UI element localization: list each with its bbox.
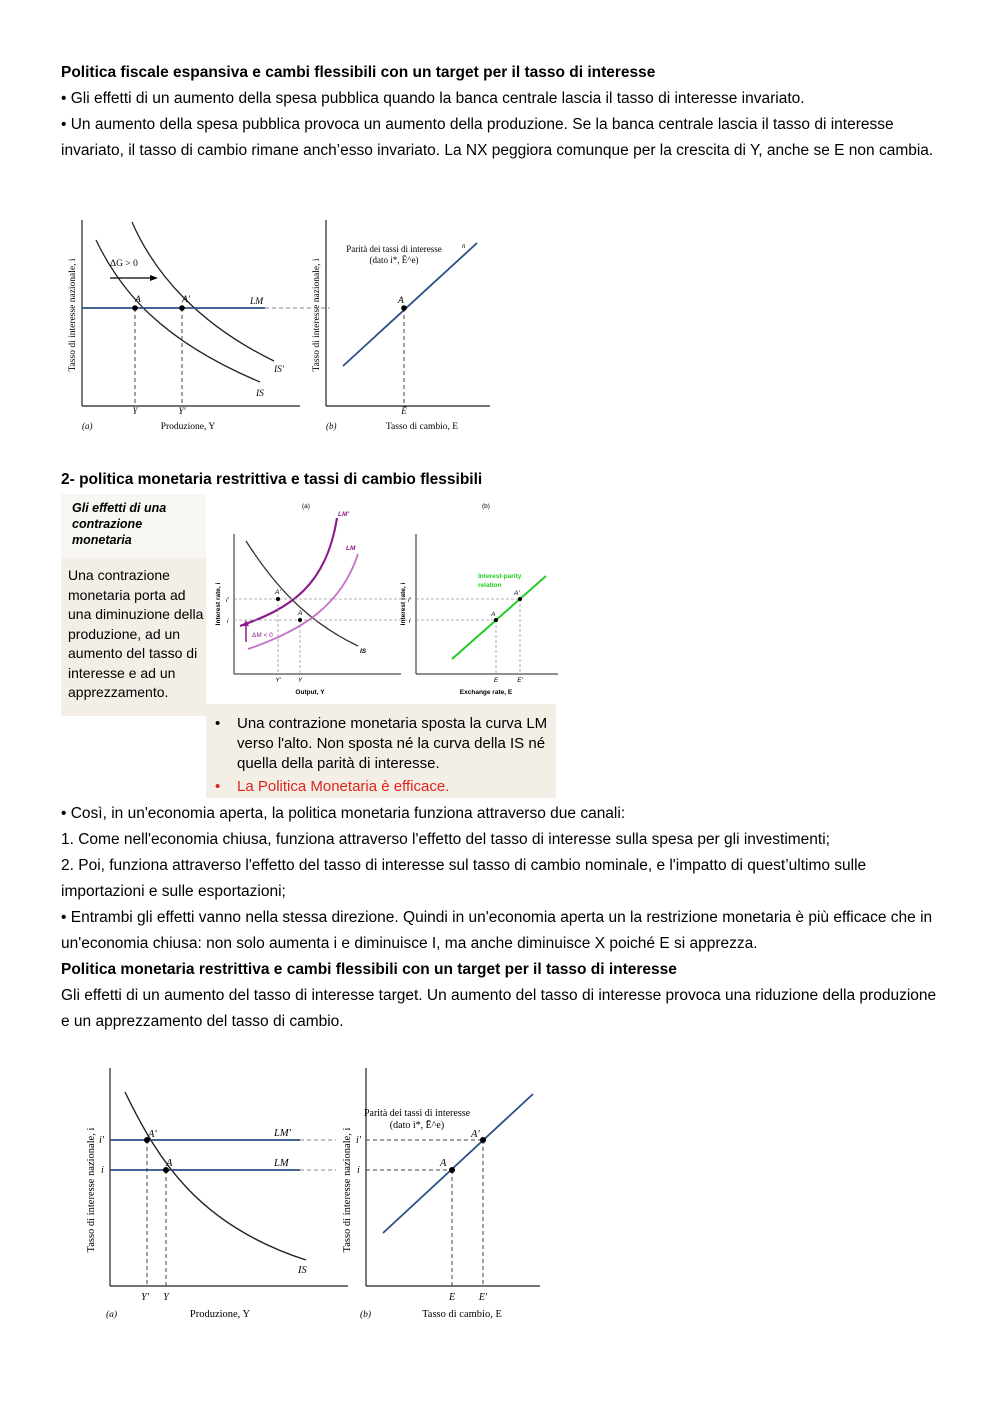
fig2a-tick-y2: Y' <box>275 677 281 684</box>
fig1a-tick-y: Y <box>132 406 138 416</box>
section3-p4: • Entrambi gli effetti vanno nella stessa direzione. Quindi in un'economia aperta un la restrizione monetaria è più efficace che in un'economia chiusa: non solo aumenta i e diminuisce I, ma anche diminuisce X poiché E si apprezza. <box>61 909 933 952</box>
fig1a-label-is2: IS' <box>274 365 284 375</box>
fig3b-tick-i: i <box>357 1165 360 1176</box>
fig1a-point-a <box>132 305 138 311</box>
figure3-panel-b <box>342 1068 540 1320</box>
fig2a-label-a2: A' <box>275 589 281 596</box>
fig1a-label-is: IS <box>256 389 264 399</box>
fig3a-label-lm2: LM' <box>274 1128 291 1139</box>
box-title: Gli effetti di una contrazione monetaria <box>72 501 167 547</box>
fig1a-ylabel: Tasso di interesse nazionale, i <box>68 258 78 372</box>
fig1b-panel: (b) <box>326 421 337 431</box>
section1-text <box>61 60 946 164</box>
fig3a-tick-y2: Y' <box>141 1292 149 1303</box>
figure2-panel-a <box>215 503 411 696</box>
fig3b-label-a2: A' <box>471 1129 480 1140</box>
figure3-panel-a <box>86 1068 348 1320</box>
fig2a-tick-i: i <box>227 618 229 625</box>
figure1-panel-b <box>312 220 490 432</box>
fig3a-is-curve <box>125 1092 306 1260</box>
fig2a-panel: (a) <box>302 503 310 510</box>
fig1a-arrow-label: ΔG > 0 <box>110 259 138 269</box>
fig2a-label-lm: LM <box>346 545 356 552</box>
fig1a-panel: (a) <box>82 421 93 431</box>
fig3b-panel: (b) <box>360 1310 372 1320</box>
fig2a-label-is: IS <box>360 648 367 655</box>
fig2b-xlabel: Exchange rate, E <box>459 689 513 696</box>
fig1a-point-a2 <box>179 305 185 311</box>
fig2b-irp-l2: relation <box>478 582 502 589</box>
fig3b-label-a: A <box>440 1158 447 1169</box>
fig2a-label-lm2: LM' <box>338 511 349 518</box>
fig3a-ylabel: Tasso di interesse nazionale, i <box>86 1127 97 1253</box>
fig2b-label-a: A <box>491 611 496 618</box>
figure2-panel-b <box>400 503 558 696</box>
fig2b-point-a2 <box>518 597 522 601</box>
fig1a-xlabel: Produzione, Y <box>160 422 216 432</box>
fig1b-tick-e: Ē <box>401 406 407 416</box>
fig2b-tick-e2: E' <box>517 677 523 684</box>
fig1a-label-lm: LM <box>250 297 264 307</box>
fig1b-point-a <box>401 305 407 311</box>
fig1a-label-a2: A' <box>182 295 190 305</box>
box-bullet1-text: Una contrazione monetaria sposta la curva LM verso l'alto. Non sposta né la curva della IS né quella della parità di interesse. <box>237 715 548 772</box>
section3-p1: • Così, in un'economia aperta, la politica monetaria funziona attraverso due canali: <box>61 805 626 822</box>
bullet-dot-1: • <box>215 715 221 732</box>
fig1b-small: n <box>462 242 466 250</box>
fig2a-tick-y: Y <box>297 677 303 684</box>
fig3b-ylabel: Tasso di interesse nazionale, i <box>342 1127 353 1253</box>
fig3a-xlabel: Produzione, Y <box>189 1309 251 1320</box>
fig2b-tick-i2: i' <box>408 597 411 604</box>
fig2b-point-a <box>494 618 498 622</box>
fig3b-point-a <box>449 1167 455 1173</box>
box-bullet2-text: La Politica Monetaria è efficace. <box>237 778 450 795</box>
fig1a-is2-curve <box>132 222 274 361</box>
fig1b-label-a: A <box>398 296 404 306</box>
box-body: Una contrazione monetaria porta ad una diminuzione della produzione, ad un aumento del tasso di interesse e ad un apprezzamento. <box>68 567 204 700</box>
fig2b-panel: (b) <box>482 503 490 510</box>
section2-title: 2- politica monetaria restrittiva e tassi di cambio flessibili <box>61 471 483 488</box>
section1-line2: • Un aumento della spesa pubblica provoca un aumento della produzione. Se la banca centrale lascia il tasso di interesse invariato, il tasso di cambio rimane anch’esso invariato. La NX peggiora comunque per la crescita di Y, anche se E non cambia. <box>61 116 934 159</box>
fig3a-label-lm: LM <box>274 1158 289 1169</box>
figure1 <box>60 210 500 440</box>
fig2b-tick-e: E <box>493 677 499 684</box>
fig3a-label-is: IS <box>298 1265 307 1276</box>
fig1b-title1: Parità dei tassi di interesse <box>346 244 442 254</box>
fig1b-title2: (dato i*, Ē^e) <box>369 255 419 265</box>
section3-text <box>61 801 946 1035</box>
box-bullet2 <box>215 777 560 797</box>
fig2a-ylabel: Interest rate, i <box>215 582 222 626</box>
fig2b-ylabel: Interest rate, i <box>400 582 407 626</box>
fig2b-tick-i: i <box>409 618 411 625</box>
fig3a-tick-y: Y <box>163 1292 169 1303</box>
section3-title: Politica monetaria restrittiva e cambi flessibili con un target per il tasso di interesse <box>61 961 677 978</box>
fig2a-label-a: A <box>298 610 303 617</box>
section1-line1: • Gli effetti di un aumento della spesa pubblica quando la banca centrale lascia il tasso di interesse invariato. <box>61 90 805 107</box>
box-bullet1 <box>215 714 560 774</box>
fig2a-xlabel: Output, Y <box>295 689 325 696</box>
fig3a-label-a: A <box>166 1158 173 1169</box>
fig3b-tick-e: E <box>448 1292 456 1303</box>
fig2a-point-a2 <box>276 597 280 601</box>
fig1a-tick-y2: Y' <box>178 406 186 416</box>
fig1b-ylabel: Tasso di interesse nazionale, i <box>312 258 322 372</box>
section3-p2: 1. Come nell'economia chiusa, funziona attraverso l'effetto del tasso di interesse sulla spesa per gli investimenti; <box>61 831 830 848</box>
fig2b-label-a2: A' <box>514 590 520 597</box>
fig2b-irp-l1: Interest-parity <box>478 573 522 580</box>
section3-p3: 2. Poi, funziona attraverso l'effetto del tasso di interesse sul tasso di cambio nominale, e l'impatto di quest’ultimo sulle importazioni e sulle esportazioni; <box>61 857 867 900</box>
section1-title: Politica fiscale espansiva e cambi flessibili con un target per il tasso di interesse <box>61 64 656 81</box>
fig3b-xlabel: Tasso di cambio, E <box>422 1309 502 1320</box>
fig3b-tick-i2: i' <box>356 1135 361 1146</box>
fig3b-tick-e2: E' <box>478 1292 488 1303</box>
fig3a-tick-i2: i' <box>99 1135 104 1146</box>
fig2a-tick-i2: i' <box>226 597 229 604</box>
fig3b-title2: (dato i*, Ē^e) <box>389 1120 445 1131</box>
fig1b-xlabel: Tasso di cambio, E <box>385 422 459 432</box>
fig3a-tick-i: i <box>101 1165 104 1176</box>
figure3 <box>78 1060 548 1330</box>
section3-p5: Gli effetti di un aumento del tasso di interesse target. Un aumento del tasso di interesse provoca una riduzione della produzione e un apprezzamento del tasso di cambio. <box>61 987 937 1030</box>
fig2a-point-a <box>298 618 302 622</box>
figure2 <box>206 496 561 704</box>
bullet-dot-2: • <box>215 778 221 795</box>
fig3b-title1: Parità dei tassi di interesse <box>363 1108 471 1119</box>
fig2a-dm-label: ΔM < 0 <box>252 632 273 639</box>
fig3a-panel: (a) <box>106 1310 118 1320</box>
fig3a-label-a2: A' <box>148 1129 157 1140</box>
fig3b-point-a2 <box>480 1137 486 1143</box>
fig1a-label-a: A <box>135 295 141 305</box>
figure1-panel-a <box>68 220 330 432</box>
